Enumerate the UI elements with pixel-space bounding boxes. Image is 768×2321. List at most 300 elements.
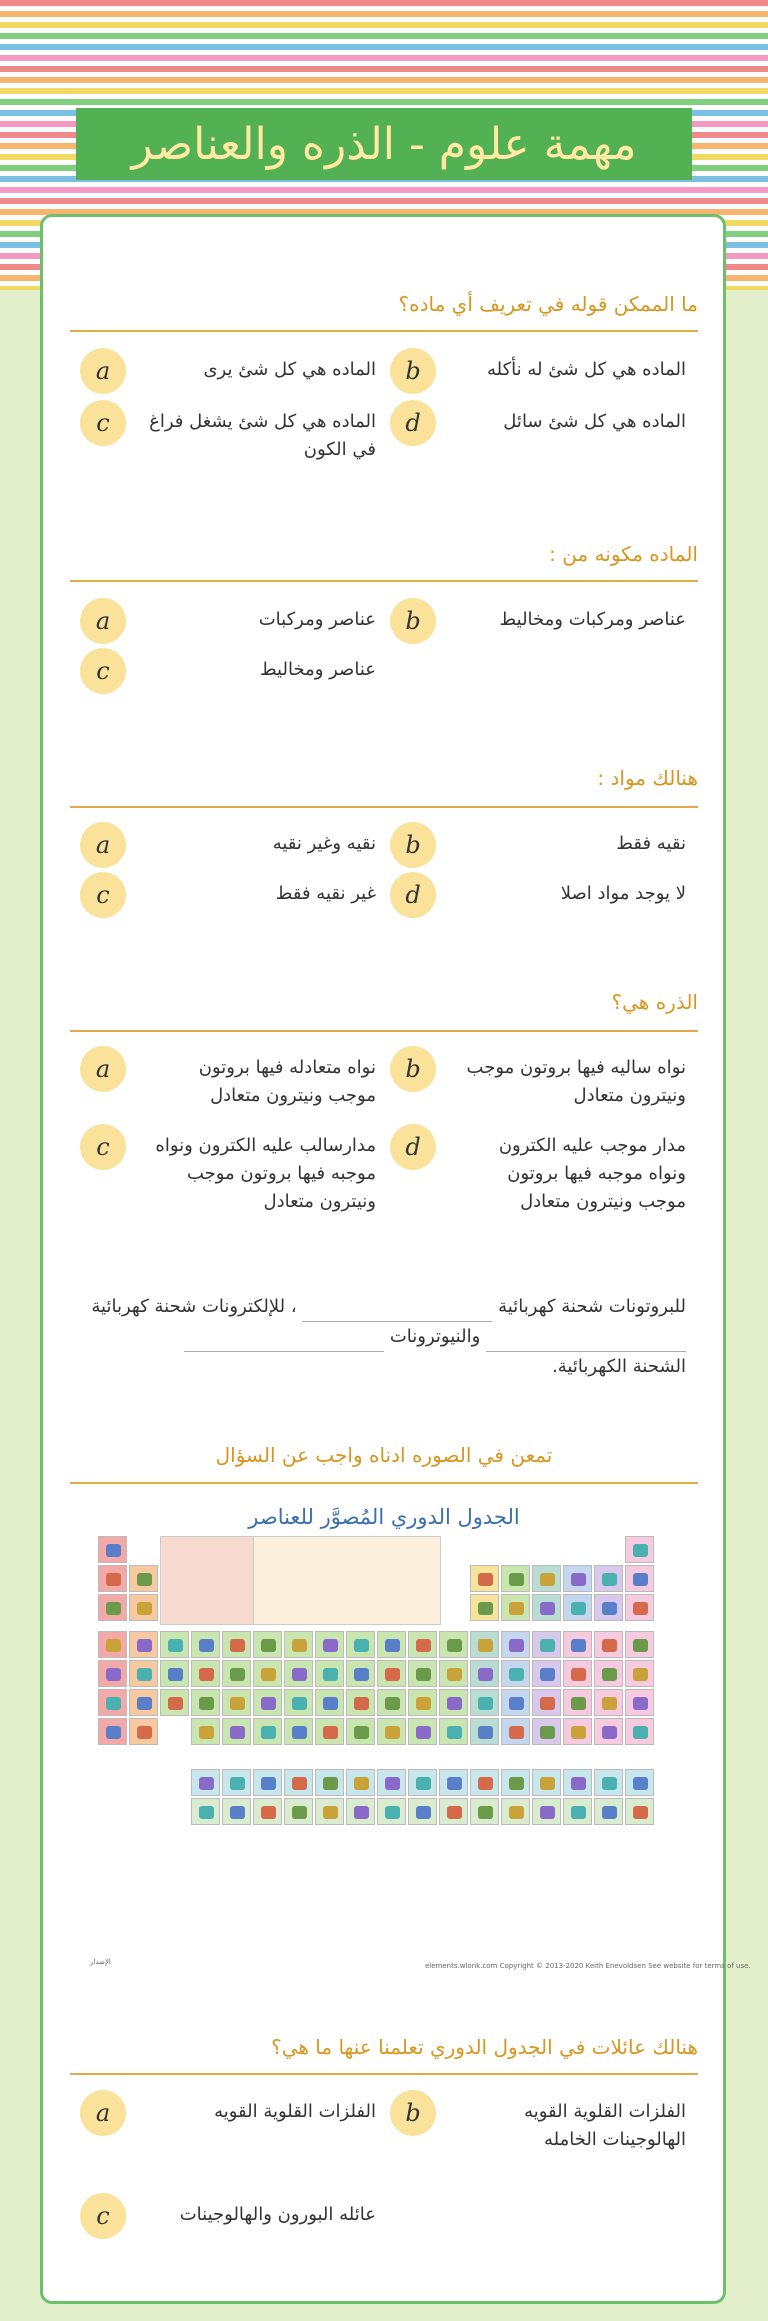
- element-cell: [346, 1798, 375, 1825]
- element-picture-icon: [633, 1697, 648, 1710]
- element-cell: [253, 1689, 282, 1716]
- element-picture-icon: [571, 1573, 586, 1586]
- element-picture-icon: [137, 1573, 152, 1586]
- option-text: عناصر ومركبات ومخاليط: [499, 609, 686, 630]
- element-cell: [470, 1660, 499, 1687]
- blank-field-1[interactable]: [302, 1301, 492, 1322]
- element-cell: [191, 1769, 220, 1796]
- option-text: نقيه فقط: [616, 833, 686, 854]
- option-text: نواه ساليه فيها بروتون موجب ونيترون متعادل: [466, 1057, 686, 1106]
- element-picture-icon: [602, 1639, 617, 1652]
- option-text: الماده هي كل شئ يشغل فراغ في الكون: [149, 411, 376, 460]
- element-cell: [470, 1718, 499, 1745]
- element-picture-icon: [106, 1697, 121, 1710]
- element-cell: [439, 1689, 468, 1716]
- element-picture-icon: [292, 1639, 307, 1652]
- element-picture-icon: [602, 1777, 617, 1790]
- element-cell: [253, 1798, 282, 1825]
- element-picture-icon: [478, 1697, 493, 1710]
- element-cell: [284, 1769, 313, 1796]
- element-picture-icon: [416, 1639, 431, 1652]
- fill-in-blank: [70, 1292, 686, 1382]
- element-picture-icon: [602, 1697, 617, 1710]
- element-picture-icon: [261, 1726, 276, 1739]
- element-picture-icon: [571, 1806, 586, 1819]
- option-letter-badge: a: [80, 598, 126, 644]
- element-picture-icon: [261, 1697, 276, 1710]
- element-cell: [625, 1660, 654, 1687]
- element-cell: [625, 1718, 654, 1745]
- question-5-title: هنالك عائلات في الجدول الدوري تعلمنا عنها ما هي؟: [271, 2035, 698, 2059]
- element-cell: [625, 1594, 654, 1621]
- element-picture-icon: [323, 1726, 338, 1739]
- element-picture-icon: [354, 1777, 369, 1790]
- element-picture-icon: [199, 1668, 214, 1681]
- element-cell: [346, 1631, 375, 1658]
- element-cell: [253, 1769, 282, 1796]
- element-picture-icon: [540, 1806, 555, 1819]
- element-cell: [129, 1718, 158, 1745]
- q1-option-c[interactable]: [80, 400, 380, 460]
- fill-text-2: ، للإلكترونات شحنة كهربائية: [91, 1296, 297, 1317]
- q4-option-d[interactable]: [390, 1124, 690, 1212]
- element-cell: [501, 1660, 530, 1687]
- element-picture-icon: [633, 1806, 648, 1819]
- element-picture-icon: [230, 1639, 245, 1652]
- element-picture-icon: [571, 1639, 586, 1652]
- q1-option-a[interactable]: [80, 348, 380, 396]
- option-letter-badge: c: [80, 872, 126, 918]
- option-letter-badge: d: [390, 1124, 436, 1170]
- element-cell: [625, 1631, 654, 1658]
- question-1-title: ما الممكن قوله في تعريف أي ماده؟: [398, 292, 698, 316]
- element-cell: [98, 1718, 127, 1745]
- worksheet-card: [40, 214, 726, 2304]
- element-picture-icon: [385, 1668, 400, 1681]
- option-letter-badge: d: [390, 872, 436, 918]
- element-picture-icon: [323, 1697, 338, 1710]
- divider: [70, 580, 698, 582]
- element-cell: [439, 1660, 468, 1687]
- element-cell: [160, 1660, 189, 1687]
- element-picture-icon: [633, 1602, 648, 1615]
- element-picture-icon: [447, 1777, 462, 1790]
- element-picture-icon: [323, 1777, 338, 1790]
- element-cell: [129, 1631, 158, 1658]
- element-cell: [563, 1660, 592, 1687]
- element-cell: [315, 1769, 344, 1796]
- q4-option-b[interactable]: [390, 1046, 690, 1106]
- element-picture-icon: [230, 1726, 245, 1739]
- divider: [70, 806, 698, 808]
- element-picture-icon: [199, 1639, 214, 1652]
- option-letter-badge: d: [390, 400, 436, 446]
- page-title: مهمة علوم - الذره والعناصر: [131, 118, 637, 170]
- element-picture-icon: [292, 1697, 307, 1710]
- q5-option-c[interactable]: [80, 2193, 380, 2241]
- option-text: مدار موجب عليه الكترون ونواه موجبه فيها بروتون موجب ونيترون متعادل: [498, 1135, 686, 1212]
- element-cell: [377, 1769, 406, 1796]
- element-picture-icon: [602, 1668, 617, 1681]
- element-picture-icon: [292, 1777, 307, 1790]
- element-cell: [98, 1660, 127, 1687]
- element-picture-icon: [540, 1668, 555, 1681]
- periodic-table-title: الجدول الدوري المُصوَّر للعناصر: [248, 1505, 520, 1529]
- element-picture-icon: [323, 1668, 338, 1681]
- element-cell: [222, 1718, 251, 1745]
- option-letter-badge: b: [390, 598, 436, 644]
- element-cell: [594, 1631, 623, 1658]
- element-picture-icon: [540, 1777, 555, 1790]
- element-cell: [470, 1631, 499, 1658]
- option-text: لا يوجد مواد اصلا: [560, 883, 686, 904]
- q5-option-b[interactable]: [390, 2090, 690, 2150]
- element-picture-icon: [385, 1806, 400, 1819]
- element-picture-icon: [509, 1602, 524, 1615]
- element-cell: [98, 1536, 127, 1563]
- element-picture-icon: [478, 1668, 493, 1681]
- element-picture-icon: [106, 1544, 121, 1557]
- element-cell: [563, 1718, 592, 1745]
- element-picture-icon: [354, 1697, 369, 1710]
- element-cell: [408, 1798, 437, 1825]
- element-picture-icon: [478, 1726, 493, 1739]
- element-picture-icon: [199, 1806, 214, 1819]
- element-cell: [563, 1798, 592, 1825]
- element-picture-icon: [416, 1806, 431, 1819]
- element-cell: [98, 1631, 127, 1658]
- element-cell: [563, 1631, 592, 1658]
- element-cell: [439, 1631, 468, 1658]
- element-cell: [439, 1718, 468, 1745]
- element-cell: [594, 1565, 623, 1592]
- divider: [70, 1030, 698, 1032]
- element-cell: [501, 1798, 530, 1825]
- option-text: الفلزات القلوية القويه الهالوجينات الخامله: [524, 2101, 686, 2150]
- element-picture-icon: [261, 1668, 276, 1681]
- q2-option-c[interactable]: [80, 648, 380, 696]
- element-picture-icon: [447, 1726, 462, 1739]
- periodic-table-copyright: elements.wlonk.com Copyright © 2013-2020 Keith Enevoldsen See website for terms of use.: [425, 1962, 751, 1970]
- element-cell: [563, 1769, 592, 1796]
- divider: [70, 1482, 698, 1484]
- periodic-table-version: الإصدار: [90, 1958, 111, 1966]
- element-cell: [160, 1631, 189, 1658]
- element-cell: [594, 1798, 623, 1825]
- question-2-title: الماده مكونه من :: [549, 542, 698, 566]
- option-text: مدارسالب عليه الكترون ونواه موجبه فيها بروتون موجب ونيترون متعادل: [155, 1135, 376, 1212]
- element-cell: [377, 1798, 406, 1825]
- element-cell: [98, 1689, 127, 1716]
- element-cell: [377, 1718, 406, 1745]
- element-cell: [625, 1536, 654, 1563]
- title-banner: [76, 108, 692, 180]
- element-picture-icon: [633, 1639, 648, 1652]
- element-picture-icon: [509, 1668, 524, 1681]
- element-picture-icon: [602, 1726, 617, 1739]
- q3-option-a[interactable]: [80, 822, 380, 870]
- question-4-title: الذره هي؟: [611, 990, 698, 1014]
- element-cell: [222, 1769, 251, 1796]
- element-picture-icon: [168, 1697, 183, 1710]
- element-picture-icon: [106, 1639, 121, 1652]
- periodic-table-image: [84, 1536, 684, 1966]
- element-picture-icon: [540, 1573, 555, 1586]
- element-picture-icon: [571, 1602, 586, 1615]
- element-picture-icon: [106, 1573, 121, 1586]
- blank-field-3[interactable]: [184, 1331, 384, 1352]
- element-cell: [377, 1631, 406, 1658]
- element-picture-icon: [416, 1668, 431, 1681]
- element-picture-icon: [261, 1806, 276, 1819]
- option-letter-badge: a: [80, 822, 126, 868]
- element-cell: [470, 1769, 499, 1796]
- element-cell: [532, 1631, 561, 1658]
- element-cell: [346, 1769, 375, 1796]
- element-picture-icon: [354, 1806, 369, 1819]
- element-picture-icon: [447, 1668, 462, 1681]
- option-letter-badge: c: [80, 1124, 126, 1170]
- element-picture-icon: [540, 1602, 555, 1615]
- q2-option-b[interactable]: [390, 598, 690, 646]
- element-picture-icon: [633, 1573, 648, 1586]
- element-picture-icon: [385, 1697, 400, 1710]
- element-cell: [253, 1660, 282, 1687]
- element-cell: [470, 1594, 499, 1621]
- element-picture-icon: [540, 1697, 555, 1710]
- element-cell: [625, 1565, 654, 1592]
- element-cell: [563, 1565, 592, 1592]
- fill-text-4: الشحنة الكهربائية.: [552, 1356, 686, 1377]
- element-picture-icon: [540, 1639, 555, 1652]
- element-cell: [129, 1660, 158, 1687]
- element-picture-icon: [168, 1639, 183, 1652]
- option-letter-badge: b: [390, 2090, 436, 2136]
- element-cell: [129, 1689, 158, 1716]
- element-cell: [284, 1689, 313, 1716]
- element-cell: [470, 1798, 499, 1825]
- option-text: عناصر ومخاليط: [259, 659, 376, 680]
- element-picture-icon: [354, 1668, 369, 1681]
- element-cell: [98, 1565, 127, 1592]
- element-cell: [501, 1769, 530, 1796]
- element-picture-icon: [416, 1697, 431, 1710]
- element-picture-icon: [230, 1668, 245, 1681]
- element-picture-icon: [292, 1668, 307, 1681]
- element-cell: [625, 1798, 654, 1825]
- element-picture-icon: [571, 1668, 586, 1681]
- element-cell: [284, 1660, 313, 1687]
- element-picture-icon: [509, 1639, 524, 1652]
- option-letter-badge: a: [80, 348, 126, 394]
- element-cell: [191, 1798, 220, 1825]
- element-cell: [222, 1660, 251, 1687]
- option-text: عناصر ومركبات: [258, 609, 376, 630]
- element-cell: [191, 1689, 220, 1716]
- element-picture-icon: [199, 1726, 214, 1739]
- element-cell: [532, 1565, 561, 1592]
- element-cell: [532, 1718, 561, 1745]
- element-cell: [191, 1631, 220, 1658]
- element-cell: [191, 1660, 220, 1687]
- element-picture-icon: [633, 1777, 648, 1790]
- element-cell: [160, 1689, 189, 1716]
- option-text: الماده هي كل شئ له نأكله: [486, 359, 686, 380]
- element-picture-icon: [602, 1806, 617, 1819]
- legend-panel: [253, 1536, 441, 1625]
- q1-option-d[interactable]: [390, 400, 690, 448]
- q3-option-b[interactable]: [390, 822, 690, 870]
- element-picture-icon: [509, 1726, 524, 1739]
- q1-option-b[interactable]: [390, 348, 690, 396]
- option-letter-badge: c: [80, 648, 126, 694]
- option-text: الماده هي كل شئ يرى: [203, 359, 376, 380]
- element-picture-icon: [633, 1668, 648, 1681]
- element-picture-icon: [602, 1573, 617, 1586]
- element-cell: [284, 1631, 313, 1658]
- element-picture-icon: [478, 1602, 493, 1615]
- element-picture-icon: [230, 1697, 245, 1710]
- option-letter-badge: b: [390, 822, 436, 868]
- element-cell: [501, 1594, 530, 1621]
- element-cell: [377, 1660, 406, 1687]
- element-cell: [501, 1631, 530, 1658]
- element-picture-icon: [633, 1544, 648, 1557]
- element-cell: [501, 1565, 530, 1592]
- element-cell: [532, 1798, 561, 1825]
- divider: [70, 330, 698, 332]
- element-picture-icon: [354, 1726, 369, 1739]
- element-cell: [532, 1594, 561, 1621]
- element-cell: [625, 1769, 654, 1796]
- fill-text-3: والنيوترونات: [389, 1326, 481, 1347]
- option-text: عائله البورون والهالوجينات: [179, 2204, 376, 2225]
- option-letter-badge: c: [80, 400, 126, 446]
- element-picture-icon: [199, 1777, 214, 1790]
- element-picture-icon: [292, 1726, 307, 1739]
- element-picture-icon: [261, 1777, 276, 1790]
- element-picture-icon: [447, 1639, 462, 1652]
- q3-option-d[interactable]: [390, 872, 690, 920]
- q3-option-c[interactable]: [80, 872, 380, 920]
- element-cell: [408, 1769, 437, 1796]
- element-picture-icon: [571, 1777, 586, 1790]
- element-cell: [470, 1689, 499, 1716]
- element-cell: [563, 1594, 592, 1621]
- element-picture-icon: [416, 1726, 431, 1739]
- element-picture-icon: [261, 1639, 276, 1652]
- element-cell: [594, 1718, 623, 1745]
- element-picture-icon: [323, 1806, 338, 1819]
- element-cell: [315, 1660, 344, 1687]
- element-picture-icon: [478, 1777, 493, 1790]
- element-cell: [222, 1689, 251, 1716]
- element-cell: [129, 1565, 158, 1592]
- question-3-title: هنالك مواد :: [597, 766, 698, 790]
- q5-option-a[interactable]: [80, 2090, 380, 2138]
- blank-field-2[interactable]: [486, 1331, 686, 1352]
- element-picture-icon: [509, 1697, 524, 1710]
- element-picture-icon: [385, 1726, 400, 1739]
- option-letter-badge: b: [390, 348, 436, 394]
- element-cell: [594, 1769, 623, 1796]
- option-letter-badge: a: [80, 1046, 126, 1092]
- image-prompt: تمعن في الصوره ادناه واجب عن السؤال: [215, 1443, 553, 1467]
- element-picture-icon: [230, 1777, 245, 1790]
- element-cell: [315, 1718, 344, 1745]
- element-cell: [408, 1689, 437, 1716]
- element-picture-icon: [106, 1668, 121, 1681]
- element-cell: [346, 1660, 375, 1687]
- fill-text-1: للبروتونات شحنة كهربائية: [498, 1296, 686, 1317]
- element-picture-icon: [571, 1697, 586, 1710]
- element-cell: [284, 1718, 313, 1745]
- element-picture-icon: [602, 1602, 617, 1615]
- element-picture-icon: [478, 1573, 493, 1586]
- element-cell: [253, 1631, 282, 1658]
- element-cell: [222, 1631, 251, 1658]
- element-cell: [439, 1798, 468, 1825]
- element-picture-icon: [385, 1777, 400, 1790]
- element-cell: [501, 1718, 530, 1745]
- element-picture-icon: [106, 1726, 121, 1739]
- element-picture-icon: [137, 1639, 152, 1652]
- q4-option-a[interactable]: [80, 1046, 380, 1106]
- divider: [70, 2073, 698, 2075]
- element-picture-icon: [540, 1726, 555, 1739]
- element-cell: [253, 1718, 282, 1745]
- option-letter-badge: a: [80, 2090, 126, 2136]
- option-text: الماده هي كل شئ سائل: [503, 411, 686, 432]
- option-text: نواه متعادله فيها بروتون موجب ونيترون متعادل: [198, 1057, 376, 1106]
- element-picture-icon: [137, 1602, 152, 1615]
- element-cell: [377, 1689, 406, 1716]
- element-cell: [408, 1660, 437, 1687]
- element-cell: [191, 1718, 220, 1745]
- element-cell: [98, 1594, 127, 1621]
- q4-option-c[interactable]: [80, 1124, 380, 1212]
- element-picture-icon: [385, 1639, 400, 1652]
- element-picture-icon: [509, 1777, 524, 1790]
- element-cell: [346, 1689, 375, 1716]
- element-picture-icon: [137, 1697, 152, 1710]
- element-cell: [222, 1798, 251, 1825]
- element-cell: [439, 1769, 468, 1796]
- element-picture-icon: [323, 1639, 338, 1652]
- element-picture-icon: [478, 1806, 493, 1819]
- element-picture-icon: [168, 1668, 183, 1681]
- element-cell: [315, 1798, 344, 1825]
- element-cell: [129, 1594, 158, 1621]
- element-picture-icon: [292, 1806, 307, 1819]
- element-cell: [408, 1718, 437, 1745]
- option-text: غير نقيه فقط: [275, 883, 376, 904]
- element-picture-icon: [137, 1668, 152, 1681]
- element-picture-icon: [571, 1726, 586, 1739]
- element-cell: [532, 1660, 561, 1687]
- element-picture-icon: [509, 1573, 524, 1586]
- element-picture-icon: [633, 1726, 648, 1739]
- element-picture-icon: [137, 1726, 152, 1739]
- element-picture-icon: [230, 1806, 245, 1819]
- q2-option-a[interactable]: [80, 598, 380, 646]
- element-picture-icon: [199, 1697, 214, 1710]
- element-cell: [532, 1689, 561, 1716]
- element-cell: [470, 1565, 499, 1592]
- element-cell: [315, 1689, 344, 1716]
- element-picture-icon: [478, 1639, 493, 1652]
- element-picture-icon: [447, 1806, 462, 1819]
